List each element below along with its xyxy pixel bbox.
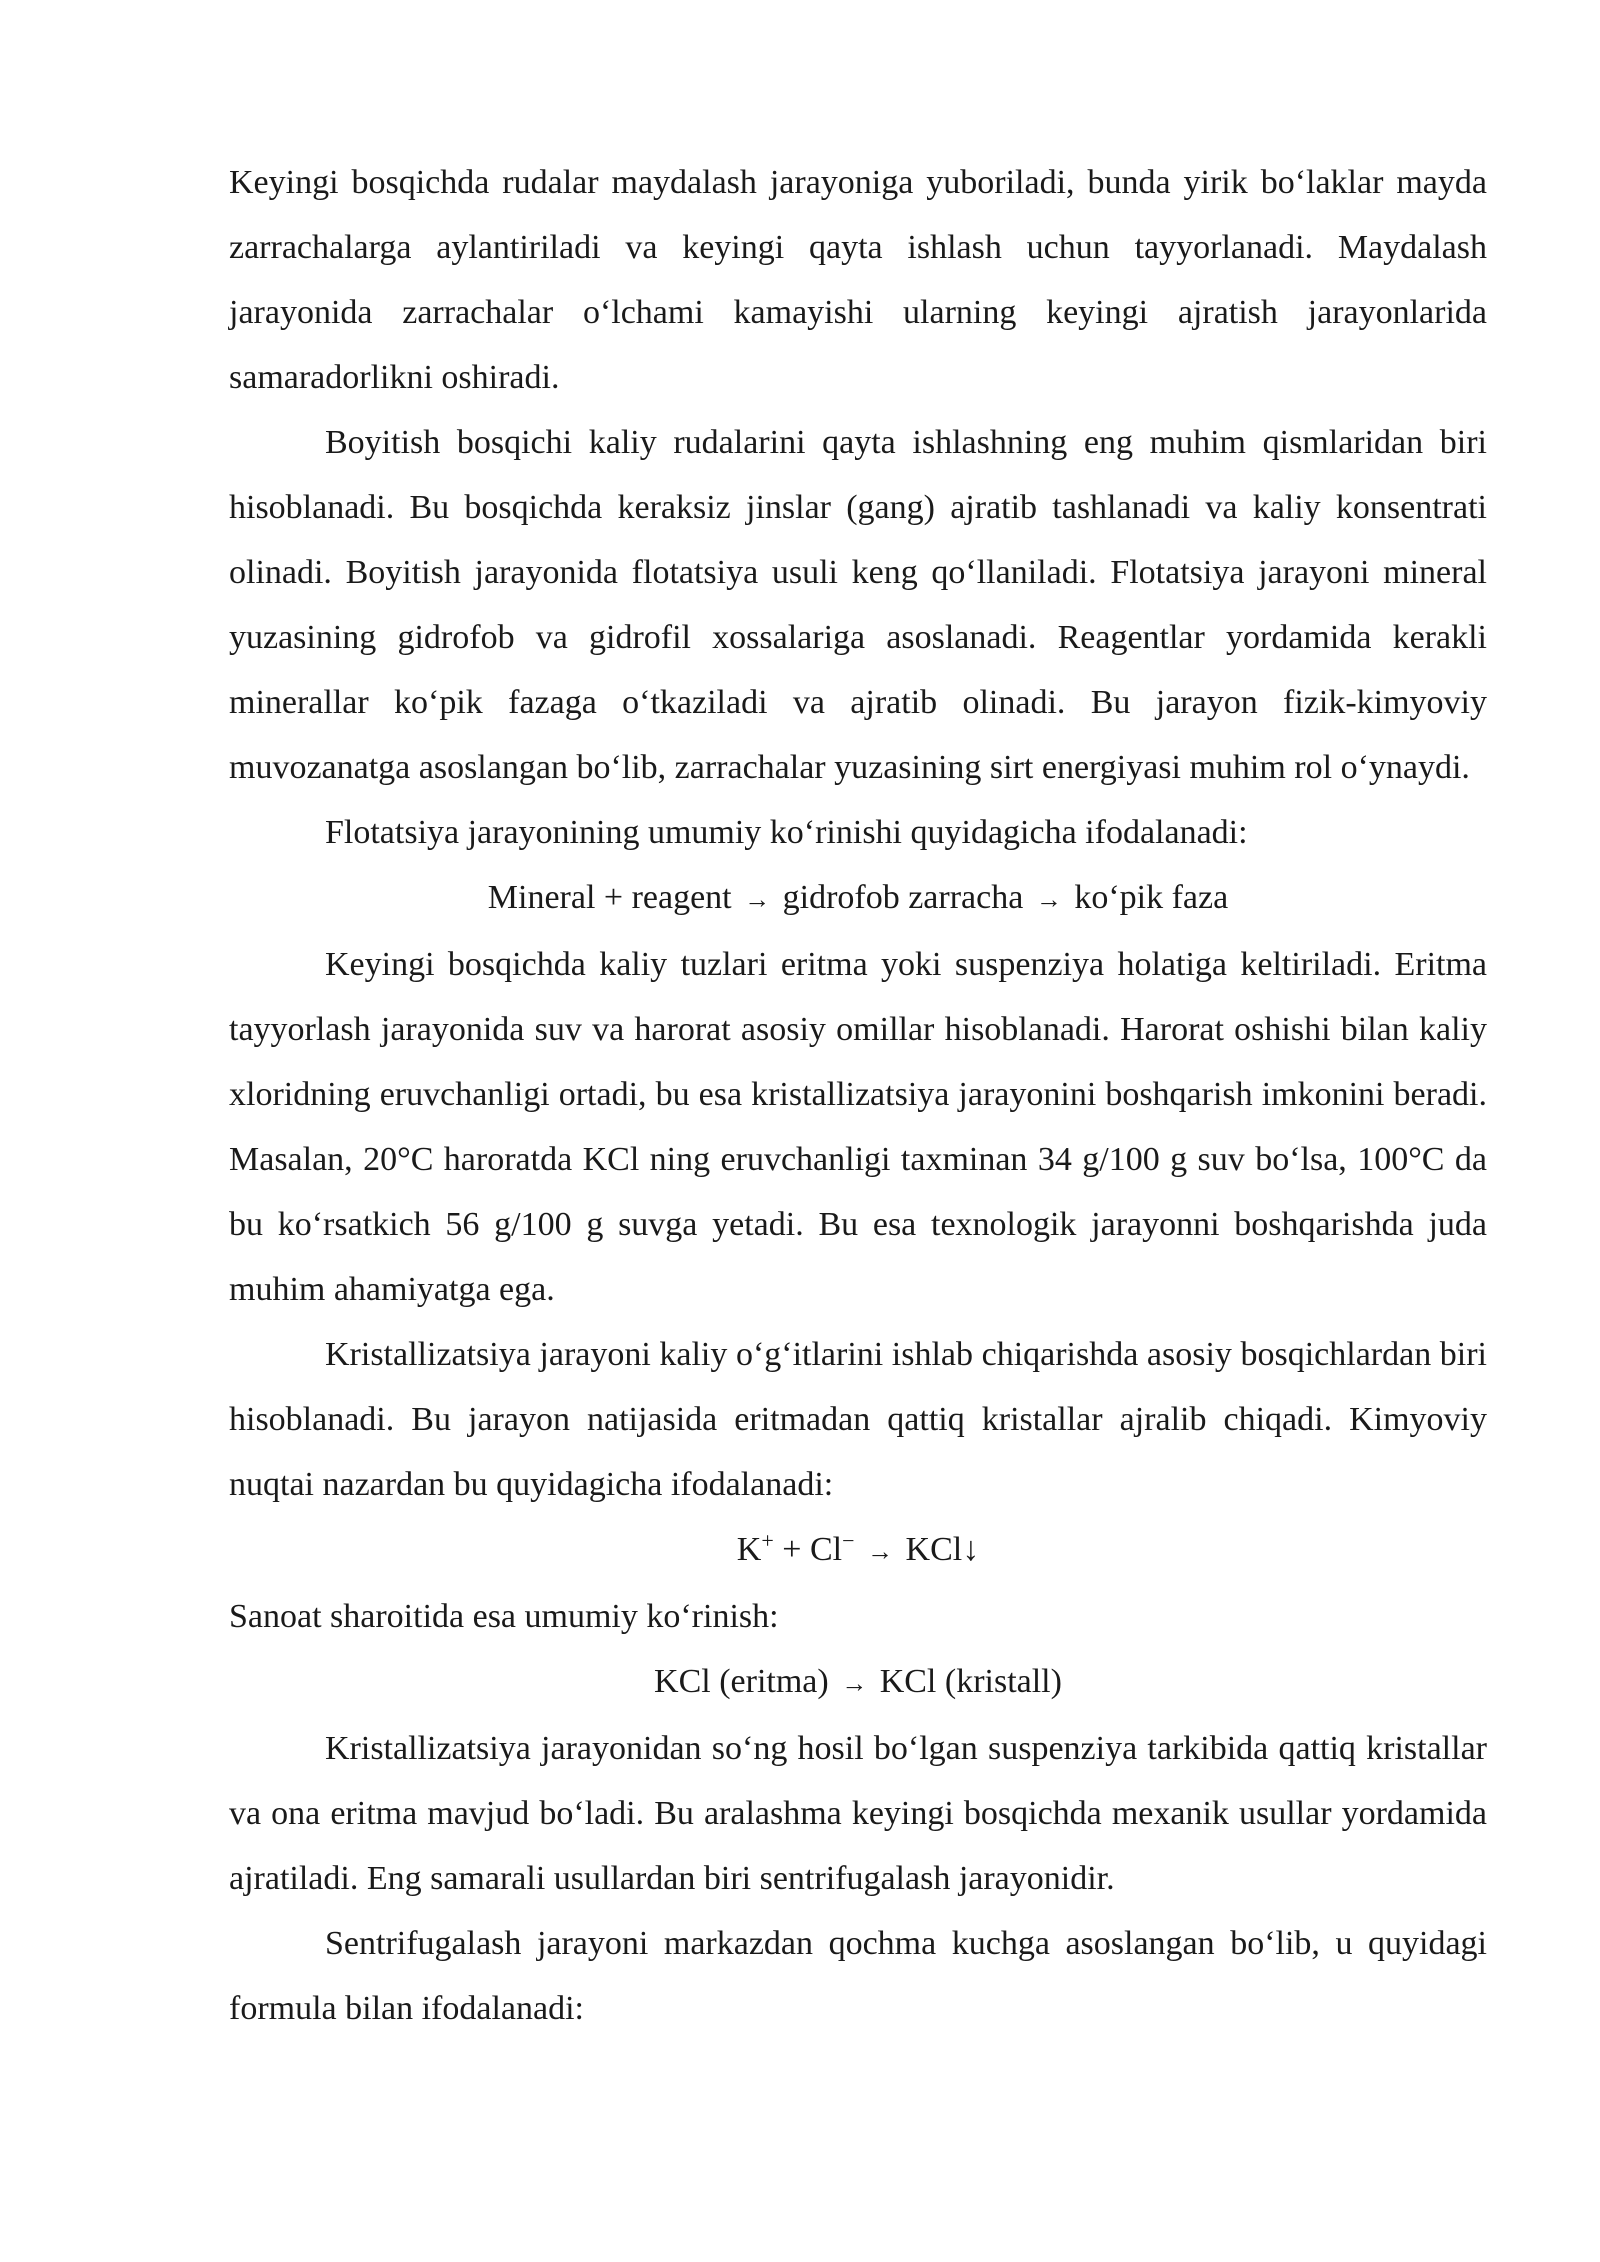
paragraph-crystallization: Kristallizatsiya jarayoni kaliy o‘g‘itlarini ishlab chiqarishda asosiy bosqichlardan biri hisoblanadi. Bu jarayon natijasida eritmadan qattiq kristallar ajralib chiqadi. Kimyoviy nuqtai nazardan bu quyidagicha ifodalanadi: (229, 1336, 1487, 1503)
formula-industrial-left: KCl (eritma) (654, 1663, 829, 1700)
paragraph-grinding: Keyingi bosqichda rudalar maydalash jarayoniga yuboriladi, bunda yirik bo‘laklar mayda zarrachalarga aylantiriladi va keyingi qayta ishlash uchun tayyorlanadi. Maydalash jarayonida zarrachalar o‘lchami kamayishi ularning keyingi ajratish jarayonlarida samaradorlikni oshiradi. (229, 164, 1487, 396)
formula-industrial (229, 1649, 1487, 1716)
formula-ionic-cl: + Cl (782, 1531, 843, 1568)
document-page (229, 150, 1487, 2041)
arrow-icon: → (744, 885, 771, 914)
formula-flotation (229, 865, 1487, 932)
arrow-icon: → (867, 1537, 894, 1566)
paragraph-suspension: Kristallizatsiya jarayonidan so‘ng hosil bo‘lgan suspenziya tarkibida qattiq kristallar va ona eritma mavjud bo‘ladi. Bu aralashma keyingi bosqichda mexanik usullar yordamida ajratiladi. Eng samarali usullardan biri sentrifugalash jarayonidir. (229, 1730, 1487, 1897)
paragraph-centrifugation: Sentrifugalash jarayoni markazdan qochma kuchga asoslangan bo‘lib, u quyidagi formula bilan ifodalanadi: (229, 1925, 1487, 2027)
paragraph-enrichment: Boyitish bosqichi kaliy rudalarini qayta ishlashning eng muhim qismlaridan biri hisoblanadi. Bu bosqichda keraksiz jinslar (gang) ajratib tashlanadi va kaliy konsentrati olinadi. Boyitish jarayonida flotatsiya usuli keng qo‘llaniladi. Flotatsiya jarayoni mineral yuzasining gidrofob va gidrofil xossalariga asoslanadi. Reagentlar yordamida kerakli minerallar ko‘pik fazaga o‘tkaziladi va ajratib olinadi. Bu jarayon fizik-kimyoviy muvozanatga asoslangan bo‘lib, zarrachalar yuzasining sirt energiyasi muhim rol o‘ynaydi. (229, 424, 1487, 786)
paragraph-flotation-intro: Flotatsiya jarayonining umumiy ko‘rinishi quyidagicha ifodalanadi: (325, 814, 1248, 851)
formula-ionic-cl-charge: − (842, 1528, 855, 1553)
paragraph-solution: Keyingi bosqichda kaliy tuzlari eritma yoki suspenziya holatiga keltiriladi. Eritma tayyorlash jarayonida suv va harorat asosiy omillar hisoblanadi. Harorat oshishi bilan kaliy xloridning eruvchanligi ortadi, bu esa kristallizatsiya jarayonini boshqarish imkonini beradi. Masalan, 20°C haroratda KCl ning eruvchanligi taxminan 34 g/100 g suv bo‘lsa, 100°C da bu ko‘rsatkich 56 g/100 g suvga yetadi. Bu esa texnologik jarayonni boshqarishda juda muhim ahamiyatga ega. (229, 946, 1487, 1308)
formula-ionic (229, 1517, 1487, 1584)
formula-ionic-k-charge: + (761, 1528, 774, 1553)
arrow-icon: → (1035, 885, 1062, 914)
formula-industrial-right: KCl (kristall) (879, 1663, 1062, 1700)
formula-flotation-part3: ko‘pik faza (1074, 879, 1229, 916)
formula-flotation-part2: gidrofob zarracha (782, 879, 1024, 916)
arrow-icon: → (841, 1669, 868, 1698)
formula-ionic-product: KCl↓ (905, 1531, 980, 1568)
formula-flotation-part1: Mineral + reagent (487, 879, 732, 916)
paragraph-industrial-intro: Sanoat sharoitida esa umumiy ko‘rinish: (229, 1598, 779, 1635)
formula-ionic-k: K (736, 1531, 762, 1568)
